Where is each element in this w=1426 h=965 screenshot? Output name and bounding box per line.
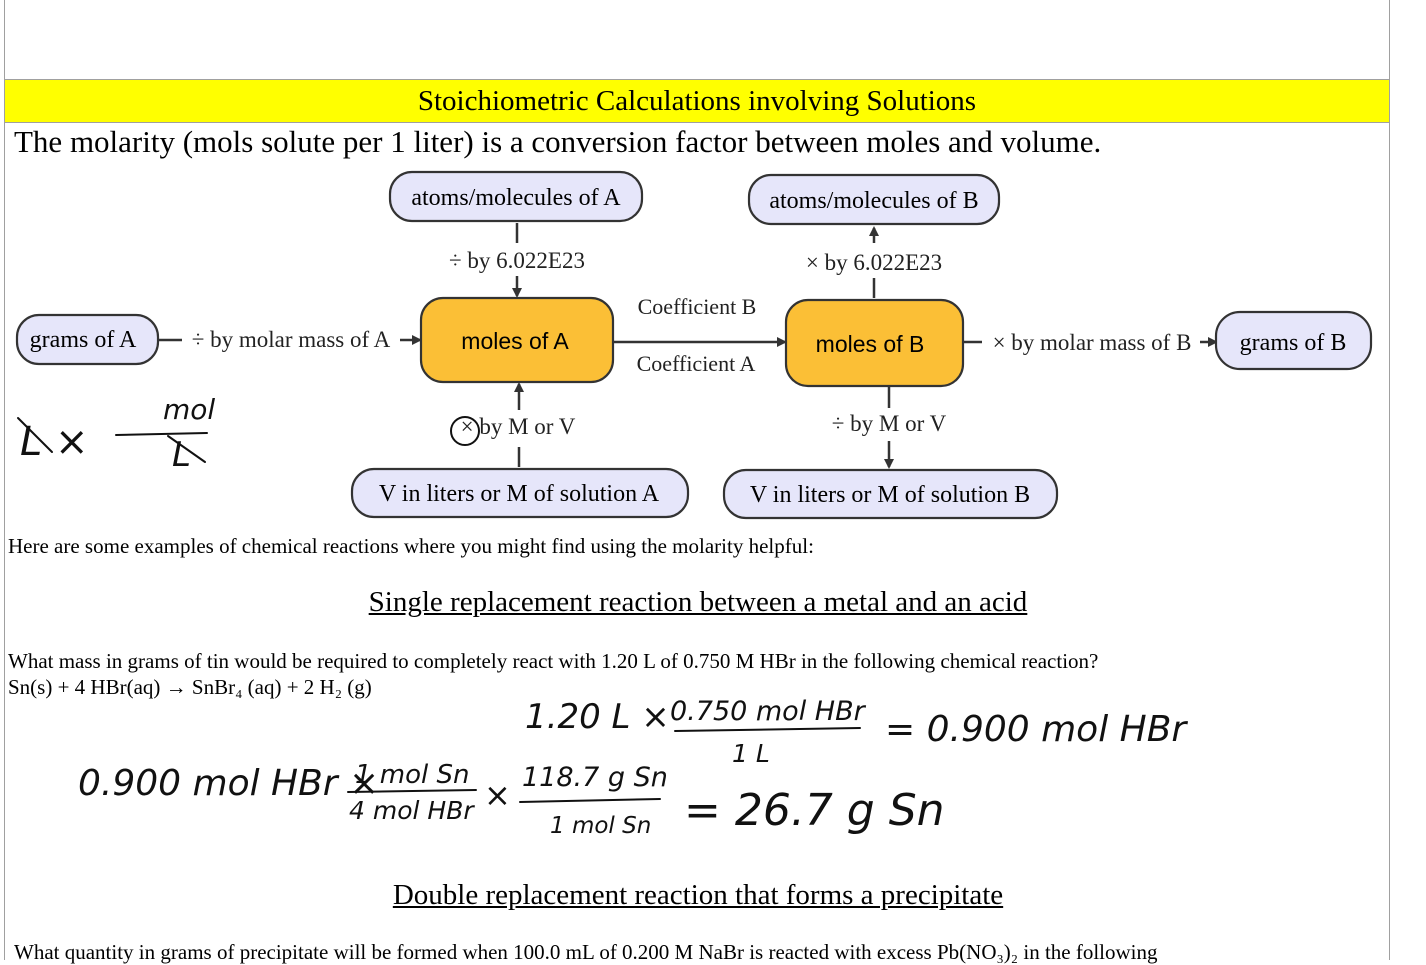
calc2-left: 0.900 mol HBr × [78,763,380,804]
label-mul-avogadro: × by 6.022E23 [805,250,943,275]
handwritten-calc-1 [525,696,1188,768]
node-moles-b-label: moles of B [815,331,925,357]
node-atoms-a [390,172,642,221]
node-grams-b-label: grams of B [1239,330,1347,356]
node-moles-a-label: moles of A [461,328,569,354]
section2-heading: Double replacement reaction that forms a precipitate [392,879,1004,911]
intro-text: The molarity (mols solute per 1 liter) is a conversion factor between moles and volume. [14,124,1102,159]
label-div-molar-mass-a: ÷ by molar mass of A [191,327,391,352]
node-vol-b [724,470,1057,518]
calc1-numerator: 0.750 mol HBr [670,696,865,727]
section1-equation: Sn(s) + 4 HBr(aq) → SnBr₄ (aq) + 2 H₂ (g) [8,675,372,699]
node-vol-b-label: V in liters or M of solution B [749,482,1031,508]
node-moles-a [421,298,613,382]
examples-intro: Here are some examples of chemical reactions where you might find using the molarity helpful: [8,534,814,558]
calc2-denominator-2: 1 mol Sn [550,813,652,839]
calc2-numerator-1: 1 mol Sn [355,760,470,790]
calc2-denominator-1: 4 mol HBr [349,796,474,825]
handwritten-unit-cancel [18,393,215,475]
hw-mol: mol [163,393,216,426]
node-grams-a-label: grams of A [29,327,137,353]
calc2-times: × [484,776,511,814]
hw-fraction-bar [116,433,207,435]
label-div-m-or-v-b: ÷ by M or V [831,411,947,436]
hw-l-times: L × [20,419,89,465]
node-atoms-a-label: atoms/molecules of A [411,185,621,211]
node-grams-b [1216,312,1371,369]
hw-l-denominator: L [172,435,191,475]
calc1-result: = 0.900 mol HBr [885,709,1187,750]
section2-question: What quantity in grams of precipitate will be formed when 100.0 mL of 0.200 M NaBr is reacted with excess Pb(NO₃)₂ in the following [14,940,1158,964]
node-atoms-b [749,175,999,224]
page-title: Stoichiometric Calculations involving Solutions [5,80,1389,123]
node-grams-a [17,315,158,364]
calc2-result: = 26.7 g Sn [684,785,945,836]
calc1-fraction-bar [675,728,860,731]
node-atoms-b-label: atoms/molecules of B [769,188,979,214]
node-vol-a [352,469,688,517]
label-div-avogadro: ÷ by 6.022E23 [449,248,585,273]
node-vol-a-label: V in liters or M of solution A [378,481,660,507]
label-coefficient-a: Coefficient A [636,351,756,376]
calc1-denominator: 1 L [732,739,770,768]
handwritten-calc-2 [78,760,945,839]
calc1-left: 1.20 L × [525,697,670,737]
node-moles-b [786,300,963,386]
label-mul-m-or-v-a: × by M or V [460,414,576,439]
calc2-numerator-2: 118.7 g Sn [522,762,668,793]
label-mul-molar-mass-b: × by molar mass of B [992,330,1192,355]
calc2-fraction-bar-2 [520,799,660,802]
section1-heading: Single replacement reaction between a metal and an acid [368,586,1028,618]
label-coefficient-b: Coefficient B [637,294,757,319]
section1-question: What mass in grams of tin would be required to completely react with 1.20 L of 0.750 M HBr in the following chemical reaction? [8,649,1099,673]
